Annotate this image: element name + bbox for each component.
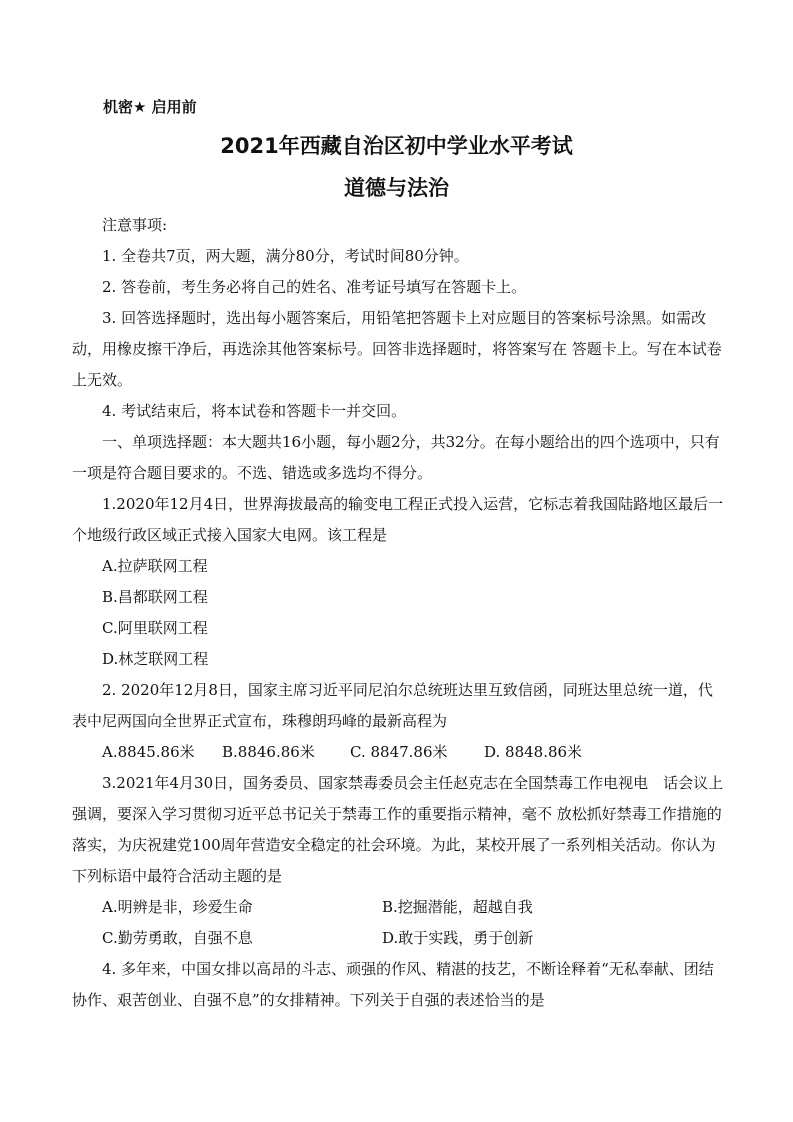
question-2-option-a: A.8845.86米 xyxy=(102,743,195,761)
question-3-options-row-2 xyxy=(72,923,727,954)
question-3-option-a: A.明辨是非，珍爱生命 xyxy=(102,898,253,916)
notice-label: 注意事项: xyxy=(102,216,168,234)
notice-item-1: 1. 全卷共7页，两大题，满分80分，考试时间80分钟。 xyxy=(102,247,469,265)
question-1-option-a: A.拉萨联网工程 xyxy=(102,557,208,575)
question-2-option-c: C. 8847.86米 xyxy=(350,743,448,761)
question-2-options xyxy=(72,737,727,768)
question-3-option-d: D.敢于实践，勇于创新 xyxy=(382,929,534,947)
exam-body xyxy=(72,210,727,1016)
question-3-options-row-1 xyxy=(72,892,727,923)
question-1-option-d: D.林芝联网工程 xyxy=(102,650,209,668)
question-1-option-b: B.昌都联网工程 xyxy=(102,588,208,606)
secret-label: 机密★ 启用前 xyxy=(103,98,197,116)
question-2-option-b: B.8846.86米 xyxy=(222,743,315,761)
question-3-stem: 3.2021年4月30日，国务委员、国家禁毒委员会主任赵克志在全国禁毒工作电视电 话会议上强调，要深入学习贯彻习近平总书记关于禁毒工作的重要指示精神，毫不 放松抓好禁毒工作措施的落实，为庆祝建党100周年营造安全稳定的社会环境。为此，某校开展了一系列相关活动。你认为下列标语中最符合活动主题的是 xyxy=(72,774,724,885)
question-1-option-c: C.阿里联网工程 xyxy=(102,619,208,637)
question-2-option-d: D. 8848.86米 xyxy=(484,743,583,761)
question-4-stem: 4. 多年来，中国女排以高昂的斗志、顽强的作风、精湛的技艺，不断诠释着“无私奉献、团结协作、艰苦创业、自强不息”的女排精神。下列关于自强的表述恰当的是 xyxy=(72,960,714,1009)
subject-title: 道德与法治 xyxy=(344,176,449,200)
notice-item-3: 3. 回答选择题时，选出每小题答案后，用铅笔把答题卡上对应题目的答案标号涂黑。如需改动，用橡皮擦干净后，再选涂其他答案标号。回答非选择题时，将答案写在 答题卡上。写在本试卷上无效。 xyxy=(72,309,722,389)
section-intro: 一、单项选择题：本大题共16小题，每小题2分，共32分。在每小题给出的四个选项中，只有一项是符合题目要求的。不选、错选或多选均不得分。 xyxy=(72,433,720,482)
notice-item-4: 4. 考试结束后，将本试卷和答题卡一并交回。 xyxy=(102,402,407,420)
question-1-stem: 1.2020年12月4日，世界海拔最高的输变电工程正式投入运营，它标志着我国陆路地区最后一个地级行政区域正式接入国家大电网。该工程是 xyxy=(72,495,724,544)
notice-item-2: 2. 答卷前，考生务必将自己的姓名、准考证号填写在答题卡上。 xyxy=(102,278,527,296)
question-3-option-c: C.勤劳勇敢，自强不息 xyxy=(102,929,253,947)
question-2-stem: 2. 2020年12月8日，国家主席习近平同尼泊尔总统班达里互致信函，同班达里总统一道，代表中尼两国向全世界正式宣布，珠穆朗玛峰的最新高程为 xyxy=(72,681,713,730)
question-3-option-b: B.挖掘潜能，超越自我 xyxy=(382,898,533,916)
exam-title: 2021年西藏自治区初中学业水平考试 xyxy=(220,134,573,158)
